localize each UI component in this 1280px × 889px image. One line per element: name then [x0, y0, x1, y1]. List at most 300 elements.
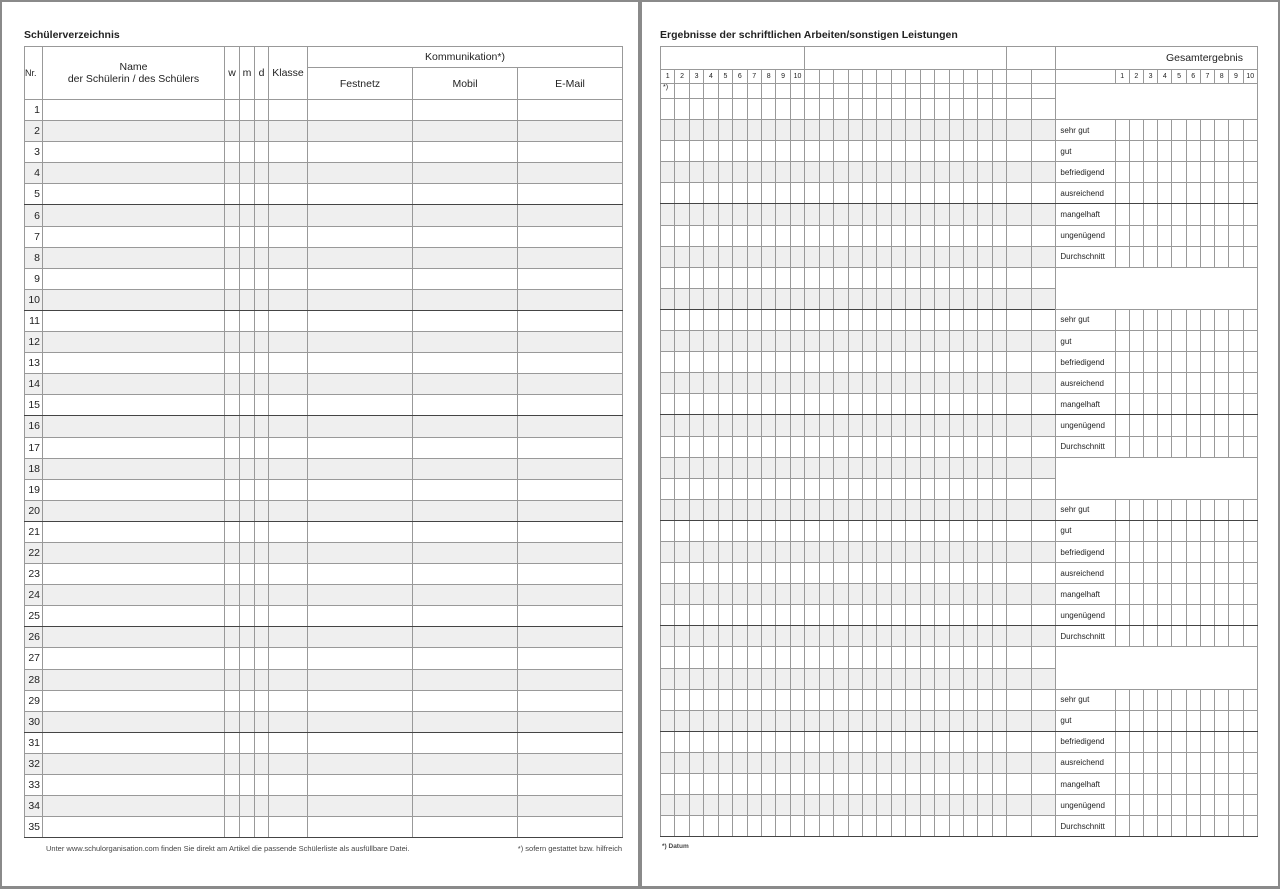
grade-cell[interactable]	[1200, 563, 1214, 584]
result-cell[interactable]	[963, 246, 977, 267]
klasse-cell[interactable]	[269, 732, 308, 753]
result-cell[interactable]	[877, 120, 891, 141]
grade-cell[interactable]	[1172, 141, 1186, 162]
result-cell[interactable]	[776, 267, 790, 288]
result-cell[interactable]	[819, 774, 833, 795]
grade-cell[interactable]	[1229, 436, 1243, 457]
result-cell[interactable]	[718, 331, 732, 352]
mobil-cell[interactable]	[413, 437, 518, 458]
result-cell[interactable]	[747, 331, 761, 352]
result-cell[interactable]	[718, 541, 732, 562]
name-cell[interactable]	[43, 627, 225, 648]
result-cell[interactable]	[718, 563, 732, 584]
result-cell[interactable]	[862, 162, 876, 183]
result-cell[interactable]	[689, 246, 703, 267]
result-cell[interactable]	[891, 605, 905, 626]
grade-cell[interactable]	[1172, 541, 1186, 562]
result-cell[interactable]	[675, 267, 689, 288]
result-cell[interactable]	[790, 415, 804, 436]
result-cell[interactable]	[877, 225, 891, 246]
result-cell[interactable]	[949, 478, 963, 499]
m-cell[interactable]	[240, 121, 255, 142]
grade-cell[interactable]	[1115, 816, 1129, 837]
grade-cell[interactable]	[1243, 246, 1257, 267]
result-cell[interactable]	[819, 120, 833, 141]
result-cell[interactable]	[978, 478, 992, 499]
result-cell[interactable]	[790, 331, 804, 352]
result-cell[interactable]	[805, 457, 819, 478]
result-cell[interactable]	[805, 689, 819, 710]
result-cell[interactable]	[992, 99, 1007, 120]
grade-cell[interactable]	[1158, 499, 1172, 520]
result-cell[interactable]	[776, 309, 790, 330]
result-cell[interactable]	[891, 288, 905, 309]
result-cell[interactable]	[704, 647, 718, 668]
result-cell[interactable]	[675, 605, 689, 626]
result-cell[interactable]	[949, 563, 963, 584]
result-cell[interactable]	[978, 225, 992, 246]
result-cell[interactable]	[1031, 183, 1056, 204]
result-cell[interactable]	[790, 457, 804, 478]
result-cell[interactable]	[992, 584, 1007, 605]
result-cell[interactable]	[992, 689, 1007, 710]
result-cell[interactable]	[819, 99, 833, 120]
grade-cell[interactable]	[1243, 752, 1257, 773]
result-cell[interactable]	[992, 436, 1007, 457]
grade-cell[interactable]	[1200, 710, 1214, 731]
result-cell[interactable]	[920, 795, 934, 816]
grade-cell[interactable]	[1158, 689, 1172, 710]
result-cell[interactable]	[675, 99, 689, 120]
result-cell[interactable]	[718, 141, 732, 162]
result-cell[interactable]	[1031, 309, 1056, 330]
result-cell[interactable]	[862, 141, 876, 162]
result-cell[interactable]	[920, 309, 934, 330]
w-cell[interactable]	[225, 775, 240, 796]
result-cell[interactable]	[834, 710, 848, 731]
klasse-cell[interactable]	[269, 648, 308, 669]
result-cell[interactable]	[963, 436, 977, 457]
mobil-cell[interactable]	[413, 732, 518, 753]
result-cell[interactable]	[661, 605, 675, 626]
result-cell[interactable]	[675, 647, 689, 668]
result-cell[interactable]	[790, 225, 804, 246]
grade-cell[interactable]	[1215, 563, 1229, 584]
result-cell[interactable]	[790, 394, 804, 415]
result-cell[interactable]	[1031, 499, 1056, 520]
grade-cell[interactable]	[1243, 352, 1257, 373]
grade-cell[interactable]	[1229, 605, 1243, 626]
result-cell[interactable]	[963, 626, 977, 647]
result-cell[interactable]	[920, 647, 934, 668]
grade-cell[interactable]	[1215, 331, 1229, 352]
grade-cell[interactable]	[1172, 162, 1186, 183]
name-cell[interactable]	[43, 564, 225, 585]
grade-cell[interactable]	[1243, 689, 1257, 710]
name-cell[interactable]	[43, 332, 225, 353]
result-cell[interactable]	[848, 415, 862, 436]
m-cell[interactable]	[240, 205, 255, 226]
result-cell[interactable]	[992, 520, 1007, 541]
result-cell[interactable]	[834, 563, 848, 584]
result-cell[interactable]	[819, 288, 833, 309]
result-cell[interactable]	[805, 499, 819, 520]
grade-cell[interactable]	[1129, 710, 1143, 731]
result-cell[interactable]	[747, 626, 761, 647]
m-cell[interactable]	[240, 627, 255, 648]
result-cell[interactable]	[1007, 520, 1032, 541]
result-cell[interactable]	[920, 731, 934, 752]
result-cell[interactable]	[1007, 647, 1032, 668]
result-cell[interactable]	[661, 183, 675, 204]
result-cell[interactable]	[704, 605, 718, 626]
result-cell[interactable]	[718, 647, 732, 668]
result-cell[interactable]	[776, 731, 790, 752]
result-cell[interactable]	[906, 499, 920, 520]
email-cell[interactable]	[518, 121, 623, 142]
result-cell[interactable]	[935, 541, 949, 562]
result-cell[interactable]	[920, 331, 934, 352]
result-cell[interactable]	[805, 795, 819, 816]
klasse-cell[interactable]	[269, 753, 308, 774]
grade-cell[interactable]	[1200, 415, 1214, 436]
result-cell[interactable]	[906, 267, 920, 288]
grade-cell[interactable]	[1186, 162, 1200, 183]
result-cell[interactable]	[963, 415, 977, 436]
result-cell[interactable]	[877, 605, 891, 626]
grade-cell[interactable]	[1229, 499, 1243, 520]
grade-cell[interactable]	[1243, 816, 1257, 837]
result-cell[interactable]	[704, 267, 718, 288]
result-cell[interactable]	[949, 541, 963, 562]
festnetz-cell[interactable]	[308, 268, 413, 289]
result-cell[interactable]	[747, 689, 761, 710]
result-cell[interactable]	[819, 520, 833, 541]
grade-cell[interactable]	[1115, 710, 1129, 731]
grade-cell[interactable]	[1200, 584, 1214, 605]
result-cell[interactable]	[891, 225, 905, 246]
result-cell[interactable]	[1007, 141, 1032, 162]
result-cell[interactable]	[661, 415, 675, 436]
klasse-cell[interactable]	[269, 100, 308, 121]
result-cell[interactable]	[891, 394, 905, 415]
result-cell[interactable]	[1031, 710, 1056, 731]
grade-cell[interactable]	[1143, 774, 1157, 795]
grade-cell[interactable]	[1200, 162, 1214, 183]
name-cell[interactable]	[43, 100, 225, 121]
result-cell[interactable]	[935, 288, 949, 309]
result-cell[interactable]	[718, 668, 732, 689]
result-cell[interactable]	[963, 605, 977, 626]
festnetz-cell[interactable]	[308, 479, 413, 500]
result-cell[interactable]	[877, 731, 891, 752]
result-cell[interactable]	[862, 436, 876, 457]
grade-cell[interactable]	[1158, 141, 1172, 162]
result-cell[interactable]	[877, 288, 891, 309]
result-cell[interactable]	[761, 795, 775, 816]
result-cell[interactable]	[834, 204, 848, 225]
result-cell[interactable]	[978, 752, 992, 773]
grade-cell[interactable]	[1186, 436, 1200, 457]
result-cell[interactable]	[689, 795, 703, 816]
festnetz-cell[interactable]	[308, 247, 413, 268]
festnetz-cell[interactable]	[308, 817, 413, 838]
result-cell[interactable]	[891, 120, 905, 141]
grade-cell[interactable]	[1229, 816, 1243, 837]
grade-cell[interactable]	[1158, 795, 1172, 816]
w-cell[interactable]	[225, 564, 240, 585]
result-cell[interactable]	[704, 563, 718, 584]
result-cell[interactable]	[935, 710, 949, 731]
result-cell[interactable]	[1007, 288, 1032, 309]
result-cell[interactable]	[689, 394, 703, 415]
festnetz-cell[interactable]	[308, 100, 413, 121]
result-cell[interactable]	[891, 731, 905, 752]
result-cell[interactable]	[978, 520, 992, 541]
result-cell[interactable]	[862, 373, 876, 394]
result-cell[interactable]	[761, 478, 775, 499]
w-cell[interactable]	[225, 142, 240, 163]
result-cell[interactable]	[718, 288, 732, 309]
result-cell[interactable]	[1007, 120, 1032, 141]
grade-cell[interactable]	[1143, 225, 1157, 246]
result-cell[interactable]	[848, 626, 862, 647]
result-cell[interactable]	[920, 394, 934, 415]
result-cell[interactable]	[704, 478, 718, 499]
klasse-cell[interactable]	[269, 184, 308, 205]
result-cell[interactable]	[935, 246, 949, 267]
result-cell[interactable]	[862, 520, 876, 541]
result-cell[interactable]	[718, 267, 732, 288]
result-cell[interactable]	[675, 710, 689, 731]
result-cell[interactable]	[877, 99, 891, 120]
result-cell[interactable]	[906, 457, 920, 478]
result-cell[interactable]	[877, 352, 891, 373]
result-cell[interactable]	[935, 520, 949, 541]
klasse-cell[interactable]	[269, 353, 308, 374]
result-cell[interactable]	[819, 204, 833, 225]
result-cell[interactable]	[805, 731, 819, 752]
grade-cell[interactable]	[1215, 731, 1229, 752]
result-cell[interactable]	[776, 99, 790, 120]
grade-cell[interactable]	[1215, 225, 1229, 246]
result-cell[interactable]	[992, 373, 1007, 394]
result-cell[interactable]	[862, 415, 876, 436]
result-cell[interactable]	[963, 352, 977, 373]
grade-cell[interactable]	[1129, 373, 1143, 394]
w-cell[interactable]	[225, 395, 240, 416]
result-cell[interactable]	[790, 605, 804, 626]
grade-cell[interactable]	[1243, 774, 1257, 795]
email-cell[interactable]	[518, 416, 623, 437]
result-cell[interactable]	[834, 415, 848, 436]
result-cell[interactable]	[920, 816, 934, 837]
result-cell[interactable]	[891, 499, 905, 520]
result-cell[interactable]	[862, 478, 876, 499]
result-cell[interactable]	[805, 204, 819, 225]
klasse-cell[interactable]	[269, 289, 308, 310]
result-cell[interactable]	[776, 352, 790, 373]
result-cell[interactable]	[963, 309, 977, 330]
name-cell[interactable]	[43, 458, 225, 479]
result-cell[interactable]	[920, 689, 934, 710]
festnetz-cell[interactable]	[308, 521, 413, 542]
name-cell[interactable]	[43, 163, 225, 184]
result-cell[interactable]	[891, 415, 905, 436]
result-cell[interactable]	[776, 563, 790, 584]
result-cell[interactable]	[848, 120, 862, 141]
grade-cell[interactable]	[1115, 499, 1129, 520]
grade-cell[interactable]	[1129, 731, 1143, 752]
result-cell[interactable]	[992, 499, 1007, 520]
result-cell[interactable]	[920, 288, 934, 309]
grade-cell[interactable]	[1200, 352, 1214, 373]
result-cell[interactable]	[747, 394, 761, 415]
grade-cell[interactable]	[1186, 626, 1200, 647]
result-cell[interactable]	[877, 478, 891, 499]
result-cell[interactable]	[718, 478, 732, 499]
result-cell[interactable]	[747, 520, 761, 541]
grade-cell[interactable]	[1143, 563, 1157, 584]
result-cell[interactable]	[906, 415, 920, 436]
result-cell[interactable]	[733, 352, 747, 373]
result-cell[interactable]	[891, 352, 905, 373]
result-cell[interactable]	[949, 204, 963, 225]
result-cell[interactable]	[776, 225, 790, 246]
grade-cell[interactable]	[1172, 183, 1186, 204]
result-cell[interactable]	[761, 563, 775, 584]
result-cell[interactable]	[675, 309, 689, 330]
d-cell[interactable]	[255, 627, 269, 648]
grade-cell[interactable]	[1143, 246, 1157, 267]
grade-cell[interactable]	[1243, 183, 1257, 204]
result-cell[interactable]	[978, 795, 992, 816]
grade-cell[interactable]	[1186, 584, 1200, 605]
grade-cell[interactable]	[1115, 394, 1129, 415]
result-cell[interactable]	[935, 309, 949, 330]
mobil-cell[interactable]	[413, 669, 518, 690]
result-cell[interactable]	[718, 373, 732, 394]
grade-cell[interactable]	[1243, 373, 1257, 394]
date-cell[interactable]	[920, 84, 934, 99]
grade-cell[interactable]	[1129, 225, 1143, 246]
w-cell[interactable]	[225, 542, 240, 563]
mobil-cell[interactable]	[413, 479, 518, 500]
result-cell[interactable]	[805, 352, 819, 373]
date-cell[interactable]	[819, 84, 833, 99]
result-cell[interactable]	[776, 752, 790, 773]
result-cell[interactable]	[761, 162, 775, 183]
result-cell[interactable]	[978, 647, 992, 668]
result-cell[interactable]	[776, 394, 790, 415]
result-cell[interactable]	[819, 731, 833, 752]
grade-cell[interactable]	[1186, 183, 1200, 204]
m-cell[interactable]	[240, 775, 255, 796]
name-cell[interactable]	[43, 648, 225, 669]
grade-cell[interactable]	[1229, 225, 1243, 246]
result-cell[interactable]	[761, 183, 775, 204]
klasse-cell[interactable]	[269, 437, 308, 458]
result-cell[interactable]	[920, 605, 934, 626]
result-cell[interactable]	[978, 710, 992, 731]
m-cell[interactable]	[240, 669, 255, 690]
m-cell[interactable]	[240, 310, 255, 331]
result-cell[interactable]	[704, 436, 718, 457]
result-cell[interactable]	[819, 816, 833, 837]
grade-cell[interactable]	[1129, 752, 1143, 773]
result-cell[interactable]	[992, 710, 1007, 731]
grade-cell[interactable]	[1158, 816, 1172, 837]
grade-cell[interactable]	[1200, 225, 1214, 246]
result-cell[interactable]	[877, 183, 891, 204]
grade-cell[interactable]	[1186, 689, 1200, 710]
result-cell[interactable]	[935, 816, 949, 837]
grade-cell[interactable]	[1200, 541, 1214, 562]
grade-cell[interactable]	[1215, 584, 1229, 605]
result-cell[interactable]	[949, 457, 963, 478]
result-cell[interactable]	[949, 668, 963, 689]
grade-cell[interactable]	[1158, 415, 1172, 436]
result-cell[interactable]	[935, 752, 949, 773]
grade-cell[interactable]	[1158, 309, 1172, 330]
result-cell[interactable]	[862, 647, 876, 668]
grade-cell[interactable]	[1172, 373, 1186, 394]
result-cell[interactable]	[992, 668, 1007, 689]
result-cell[interactable]	[834, 394, 848, 415]
result-cell[interactable]	[675, 141, 689, 162]
result-cell[interactable]	[819, 436, 833, 457]
m-cell[interactable]	[240, 100, 255, 121]
result-cell[interactable]	[819, 584, 833, 605]
result-cell[interactable]	[1031, 267, 1056, 288]
d-cell[interactable]	[255, 437, 269, 458]
email-cell[interactable]	[518, 437, 623, 458]
result-cell[interactable]	[761, 520, 775, 541]
result-cell[interactable]	[675, 373, 689, 394]
result-cell[interactable]	[747, 584, 761, 605]
result-cell[interactable]	[949, 309, 963, 330]
festnetz-cell[interactable]	[308, 437, 413, 458]
festnetz-cell[interactable]	[308, 458, 413, 479]
result-cell[interactable]	[747, 816, 761, 837]
grade-cell[interactable]	[1172, 689, 1186, 710]
grade-cell[interactable]	[1215, 541, 1229, 562]
result-cell[interactable]	[877, 204, 891, 225]
result-cell[interactable]	[733, 626, 747, 647]
grade-cell[interactable]	[1186, 795, 1200, 816]
result-cell[interactable]	[992, 563, 1007, 584]
mobil-cell[interactable]	[413, 585, 518, 606]
grade-cell[interactable]	[1215, 246, 1229, 267]
result-cell[interactable]	[848, 457, 862, 478]
grade-cell[interactable]	[1229, 394, 1243, 415]
result-cell[interactable]	[1031, 141, 1056, 162]
w-cell[interactable]	[225, 753, 240, 774]
date-cell[interactable]	[963, 84, 977, 99]
m-cell[interactable]	[240, 753, 255, 774]
result-cell[interactable]	[1007, 309, 1032, 330]
w-cell[interactable]	[225, 796, 240, 817]
grade-cell[interactable]	[1243, 225, 1257, 246]
festnetz-cell[interactable]	[308, 416, 413, 437]
grade-cell[interactable]	[1186, 309, 1200, 330]
result-cell[interactable]	[747, 668, 761, 689]
m-cell[interactable]	[240, 353, 255, 374]
result-cell[interactable]	[661, 267, 675, 288]
email-cell[interactable]	[518, 395, 623, 416]
result-cell[interactable]	[704, 668, 718, 689]
result-cell[interactable]	[675, 120, 689, 141]
